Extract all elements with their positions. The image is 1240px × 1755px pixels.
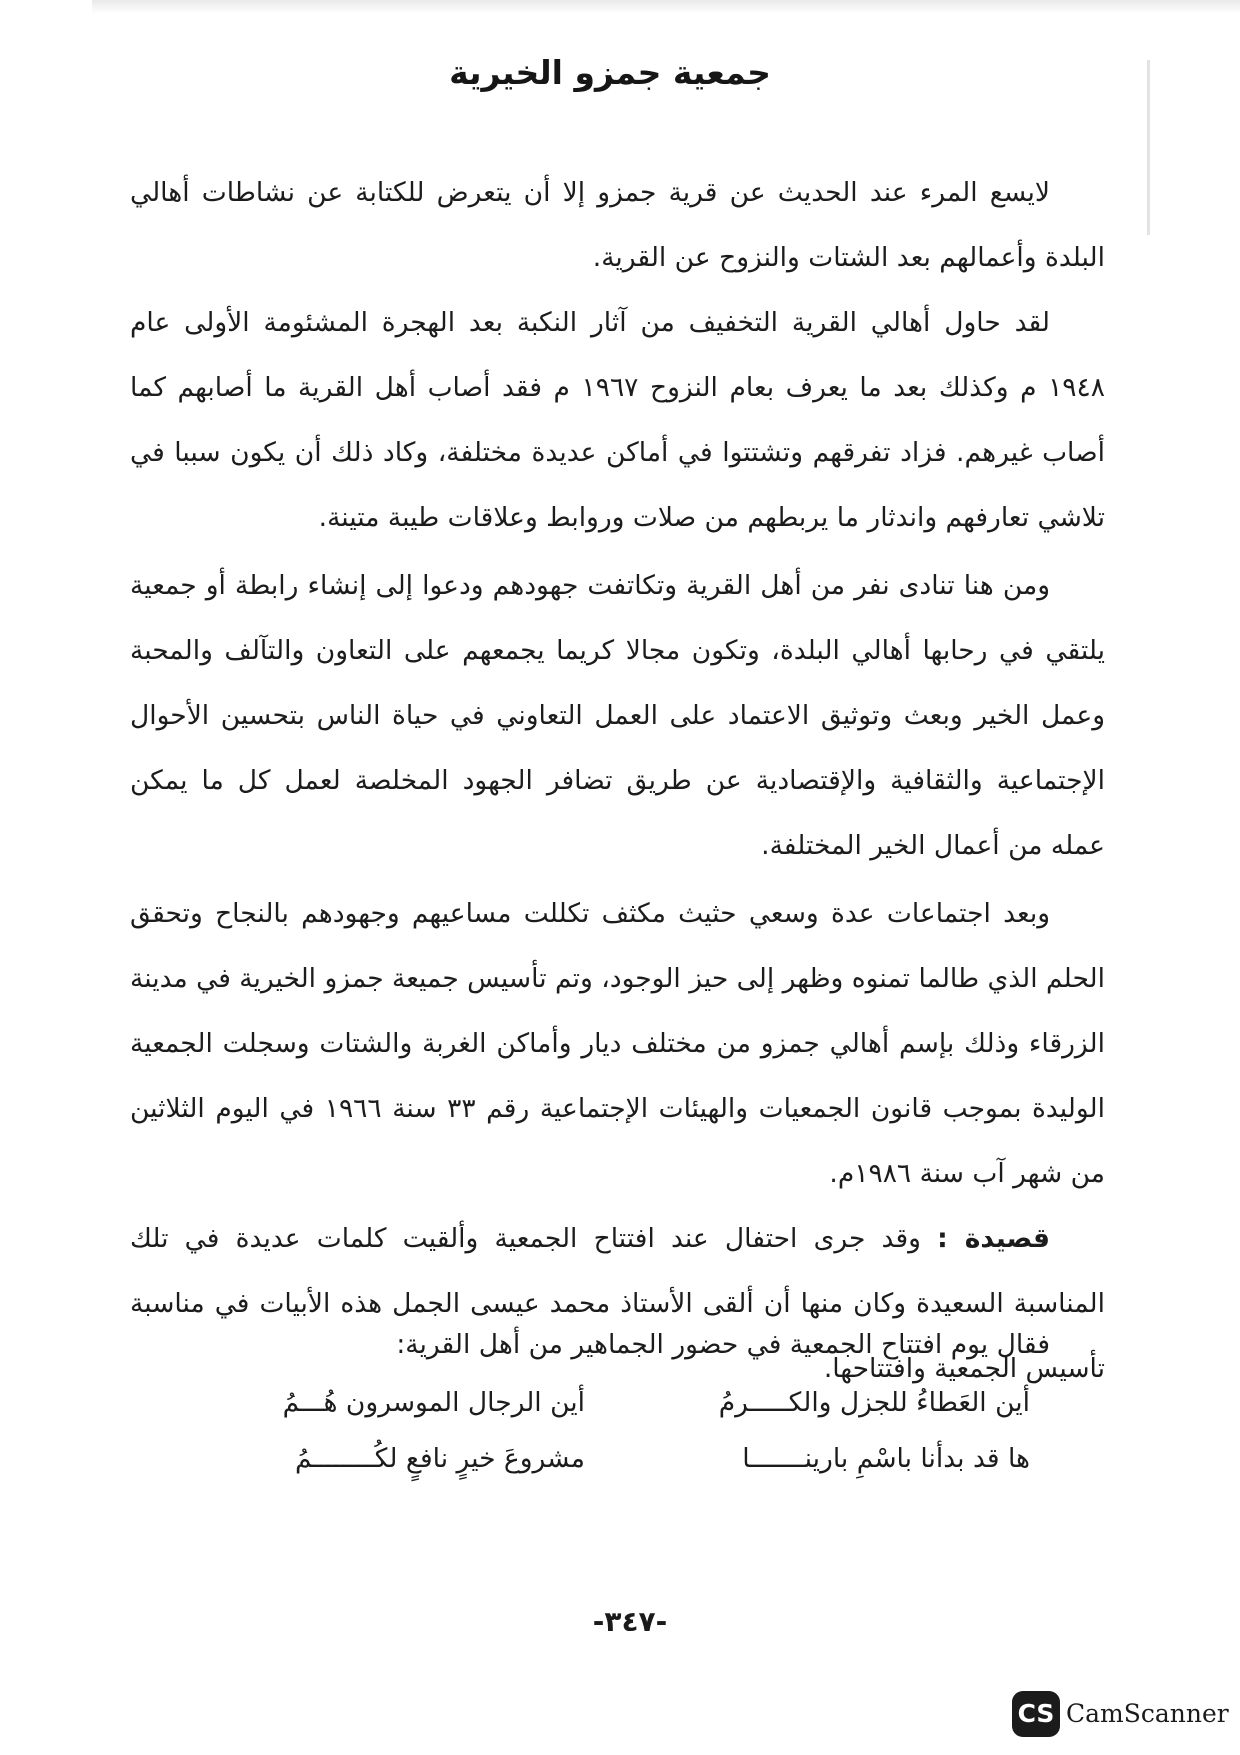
paragraph-initiative: ومن هنا تنادى نفر من أهل القرية وتكاتفت جهودهم ودعوا إلى إنشاء رابطة أو جمعية يلتقي في رحابها أهالي البلدة، وتكون مجالا كريما يجمعهم على التعاون والتآلف والمحبة وعمل الخير وبعث وتوثيق الاعتماد على العمل التعاوني في حياة الناس بتحسين الأحوال الإجتماعية والثقافية والإقتصادية عن طريق تضافر الجهود المخلصة لعمل كل ما يمكن عمله من أعمال الخير المختلفة.: [130, 570, 1105, 861]
page-number: -٣٤٧-: [592, 1605, 668, 1638]
paragraph-nakba: لقد حاول أهالي القرية التخفيف من آثار النكبة بعد الهجرة المشئومة الأولى عام ١٩٤٨ م وكذلك بعد ما يعرف بعام النزوح ١٩٦٧ م فقد أصاب أهل القرية ما أصابهم كما أصاب غيرهم. فزاد تفرقهم وتشتتوا في أماكن عديدة مختلفة، وكاد ذلك أن يكون سببا في تلاشي تعارفهم واندثار ما يربطهم من صلات وروابط وعلاقات طيبة متينة.: [130, 307, 1105, 533]
verse-second-hemistich: أين الرجال الموسرون هُـــمُ: [282, 1387, 585, 1418]
paragraph-qasida: [130, 1206, 1105, 1401]
paragraph-intro: لايسع المرء عند الحديث عن قرية جمزو إلا أن يتعرض للكتابة عن نشاطات أهالي البلدة وأعمالهم بعد الشتات والنزوح عن القرية.: [130, 177, 1105, 273]
paragraph-founding: وبعد اجتماعات عدة وسعي حثيث مكثف تكللت مساعيهم وجهودهم بالنجاح وتحقق الحلم الذي طالما تمنوه وظهر إلى حيز الوجود، وتم تأسيس جميعة جمزو الخيرية في مدينة الزرقاء وذلك بإسم أهالي جمزو من مختلف ديار وأماكن الغربة والشتات وسجلت الجمعية الوليدة بموجب قانون الجمعيات والهيئات الإجتماعية رقم ٣٣ سنة ١٩٦٦ في اليوم الثلاثين من شهر آب سنة ١٩٨٦م.: [130, 898, 1105, 1189]
verse-line: [150, 1387, 1050, 1442]
verse-first-hemistich: أين العَطاءُ للجزل والكـــــرمُ: [718, 1387, 1030, 1418]
verse-first-hemistich: ها قد بدأنا باسْمِ بارينـــــــا: [742, 1443, 1030, 1474]
poem-intro: فقال يوم افتتاح الجمعية في حضور الجماهير من أهل القرية:: [396, 1329, 1050, 1360]
document-title: جمعية جمزو الخيرية: [449, 53, 771, 92]
qasida-label: قصيدة :: [937, 1223, 1050, 1254]
camscanner-watermark: CamScanner: [1066, 1699, 1229, 1728]
document-body: [130, 160, 1105, 1401]
qasida-text: وقد جرى احتفال عند افتتاح الجمعية وألقيت كلمات عديدة في تلك المناسبة السعيدة وكان منها أن ألقى الأستاذ محمد عيسى الجمل هذه الأبيات في مناسبة تأسيس الجمعية وافتتاحها.: [130, 1223, 1105, 1384]
verse-second-hemistich: مشروعَ خيرٍ نافعٍ لكُــــــــمُ: [294, 1443, 585, 1474]
camscanner-logo-icon: CS: [1012, 1691, 1060, 1737]
verse-line: [150, 1443, 1050, 1498]
